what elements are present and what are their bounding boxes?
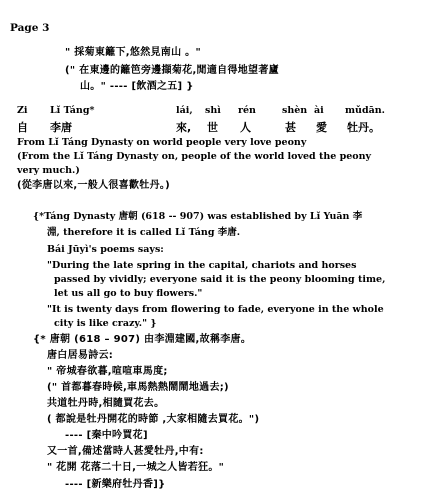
page-label: Page 3 (10, 22, 50, 34)
note-en-line: {*Táng Dynasty 唐朝 (618 -- 907) was established by Lǐ Yuān 李 (33, 211, 363, 222)
poem-quote: " 採菊東籬下,悠然見南山 。" (65, 47, 201, 58)
note-zh-line: ---- [新樂府牡丹香]} (65, 479, 166, 490)
pinyin-word: shì (205, 105, 221, 116)
note-zh-line: ---- [秦中吟買花] (65, 430, 148, 441)
note-zh-line: 共道牡丹時,相隨買花去。 (47, 398, 165, 409)
note-en-line: "It is twenty days from flowering to fade, everyone in the whole (47, 304, 384, 315)
hanzi-word: 來, (176, 121, 192, 134)
english-translation-cont: very much.) (17, 165, 80, 176)
note-en-line: "During the late spring in the capital, chariots and horses (47, 260, 357, 271)
english-translation: (From the Lǐ Táng Dynasty on, people of the world loved the peony (17, 151, 372, 162)
pinyin-word: rén (238, 105, 256, 116)
pinyin-word: mǔdān. (345, 105, 385, 116)
note-en-line: city is like crazy." } (54, 318, 157, 329)
pinyin-word: ài (314, 105, 324, 116)
note-en-line: let us all go to buy flowers." (54, 288, 203, 299)
pinyin-word: shèn (282, 105, 308, 116)
pinyin-word: lái, (176, 105, 193, 116)
note-en-line: 淵, therefore it is called Lǐ Táng 李唐. (47, 227, 241, 238)
poem-translation-line-2: 山。" ---- [飲酒之五] } (80, 81, 194, 92)
hanzi-word: 世 (207, 121, 218, 134)
chinese-translation: (從李唐以來,一般人很喜歡牡丹。) (17, 180, 171, 191)
pinyin-word: Lǐ Táng* (50, 105, 95, 116)
note-zh-line: (" 首都暮春時候,車馬熱熱鬧鬧地過去;) (47, 382, 229, 393)
hanzi-word: 甚 (285, 121, 296, 134)
note-zh-line: 又一首,備述當時人甚愛牡丹,中有: (47, 446, 204, 457)
hanzi-word: 自 (17, 121, 28, 134)
english-gloss: From Lǐ Táng Dynasty on world people very love peony (17, 137, 307, 148)
note-en-line: passed by vividly; everyone said it is the peony blooming time, (54, 274, 386, 285)
poem-translation-line-1: (" 在東邊的籬笆旁邊擷菊花,閒適自得地望著廬 (65, 65, 279, 76)
hanzi-word: 愛 (316, 121, 327, 134)
hanzi-word: 人 (240, 121, 251, 134)
note-zh-line: " 花開 花落二十日,一城之人皆若狂。" (47, 462, 225, 473)
note-zh-line: {* 唐朝 (618 – 907) 由李淵建國,故稱李唐。 (33, 334, 252, 345)
note-zh-line: " 帝城春欲暮,喧喧車馬度; (47, 366, 168, 377)
pinyin-word: Zi (17, 105, 28, 116)
note-zh-line: 唐白居易詩云: (47, 350, 114, 361)
hanzi-word: 李唐 (50, 121, 72, 134)
note-en-line: Bái Jūyì's poems says: (47, 244, 164, 255)
hanzi-word: 牡丹。 (347, 121, 380, 134)
note-zh-line: ( 都說是牡丹開花的時節 ,大家相隨去買花。") (47, 414, 260, 425)
